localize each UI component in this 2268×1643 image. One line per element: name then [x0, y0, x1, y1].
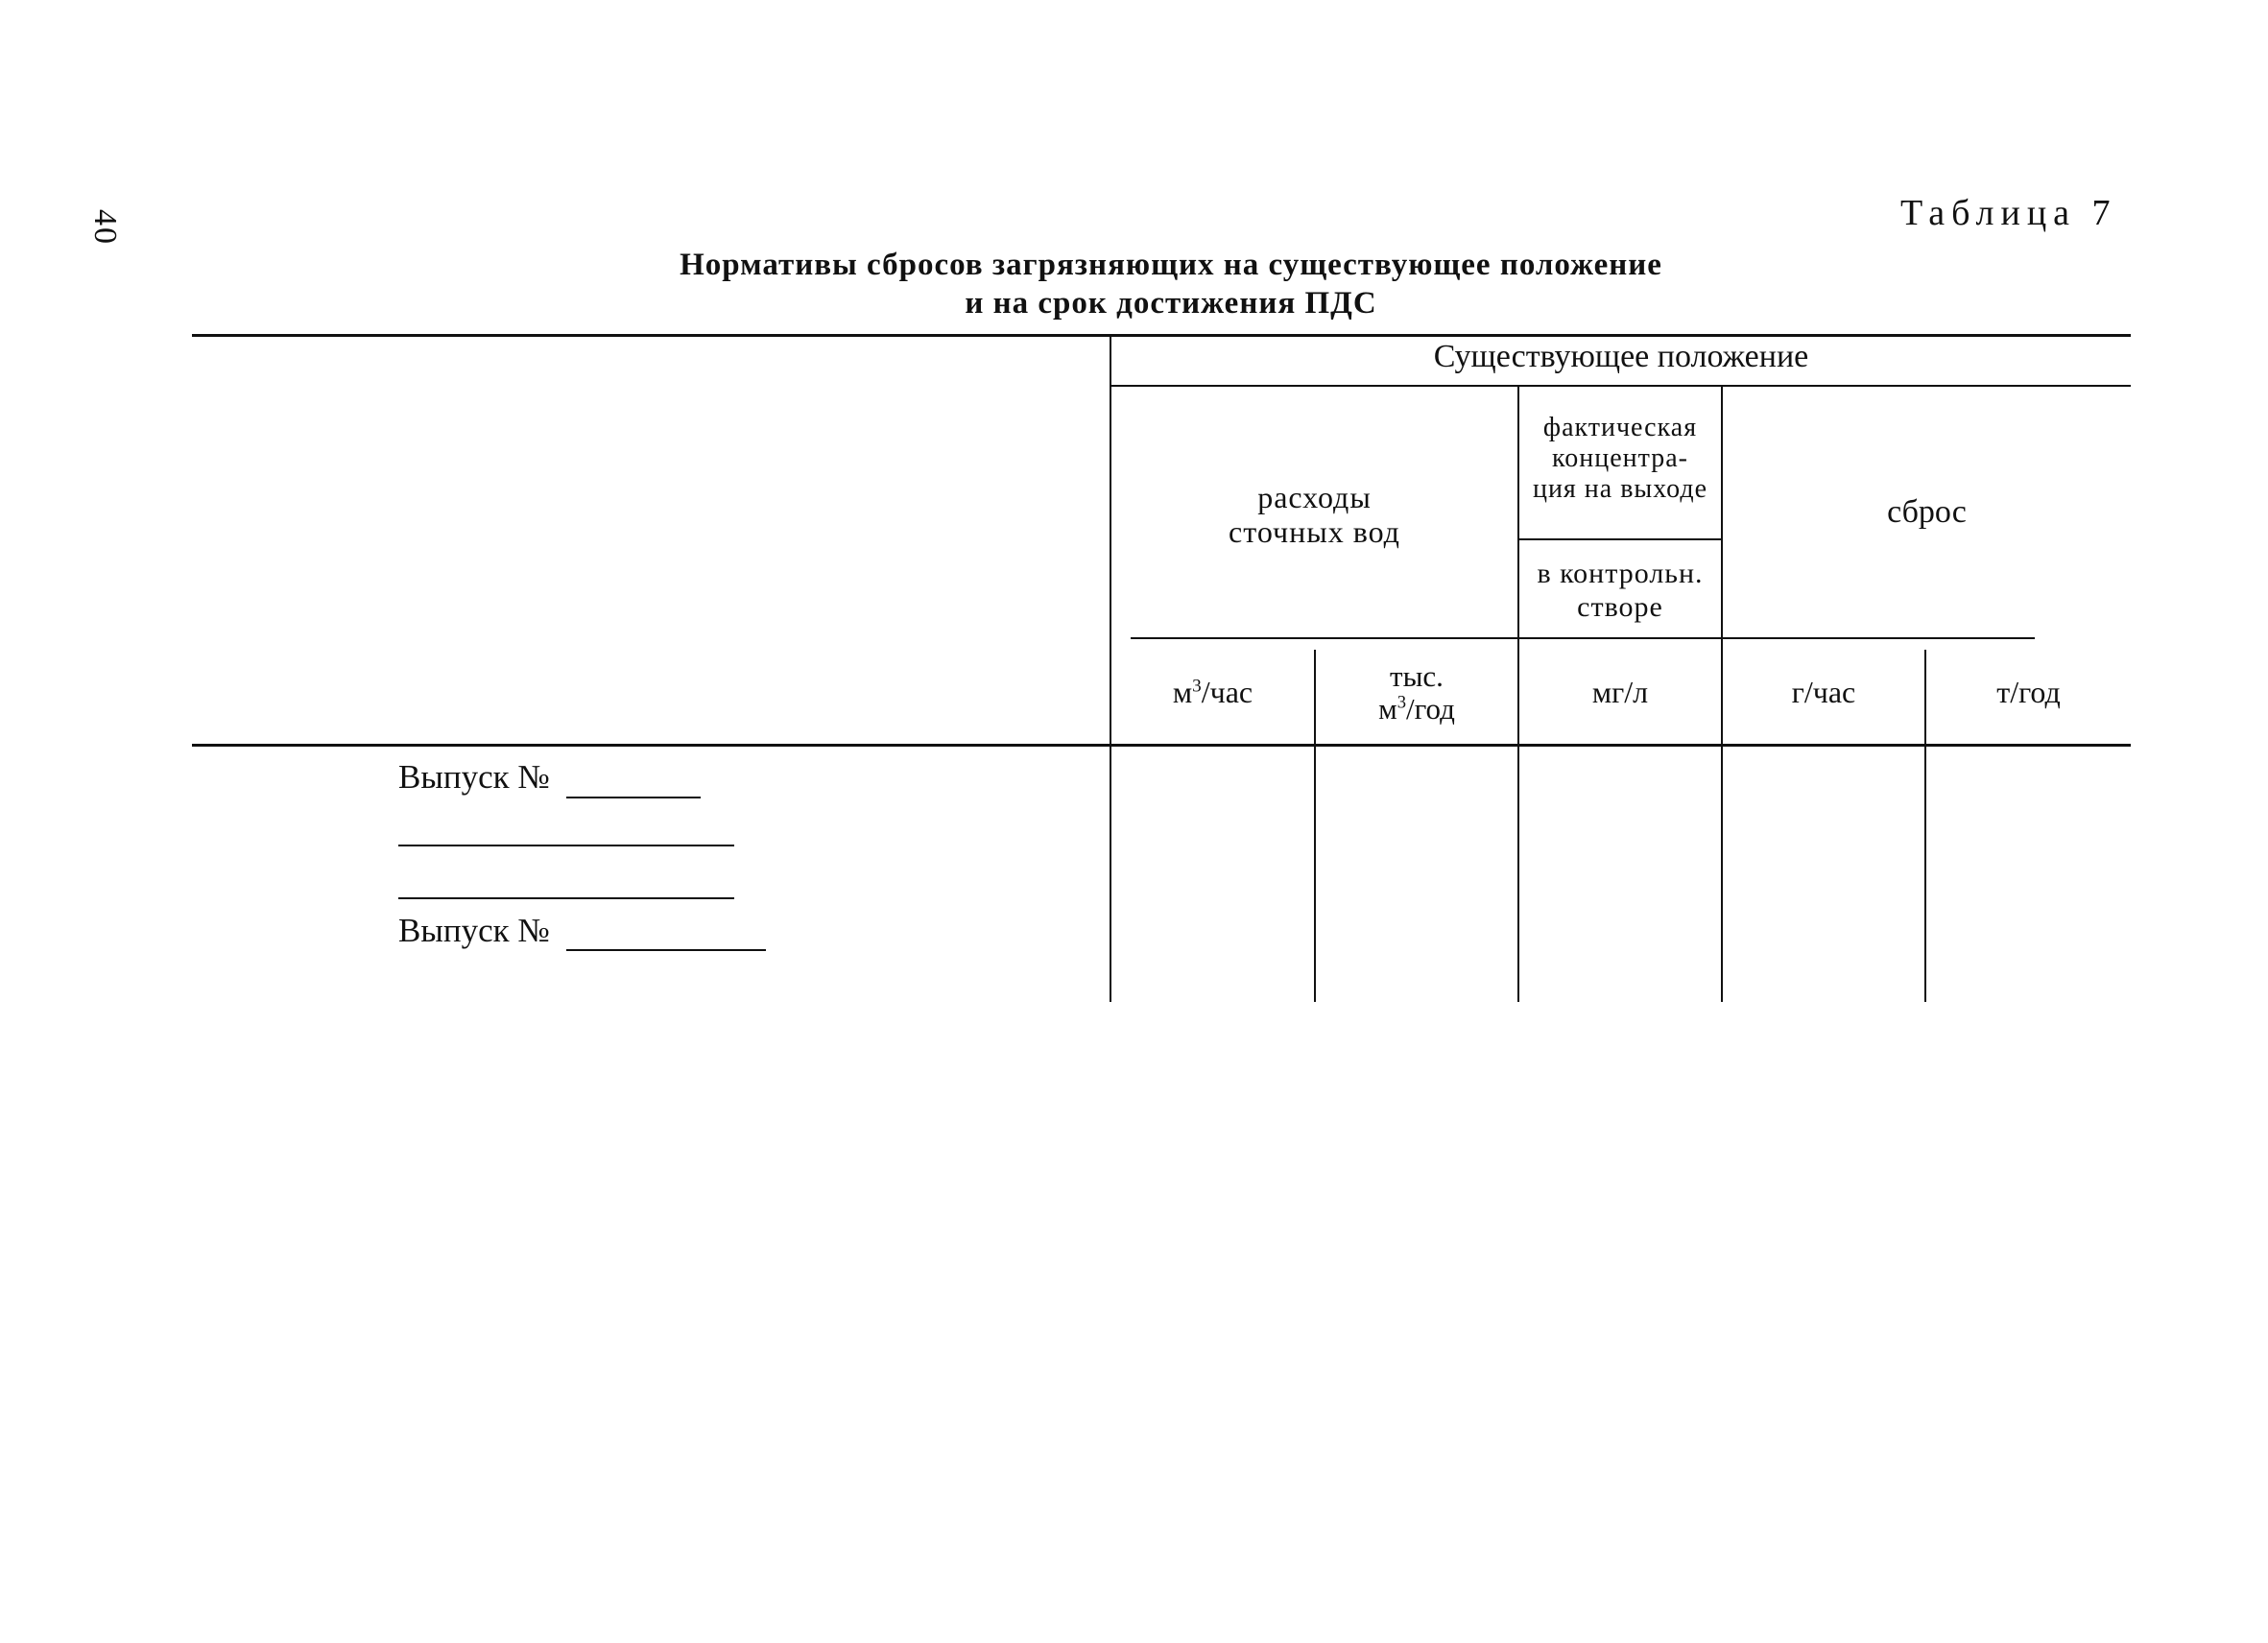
blank-line-1: [398, 845, 734, 846]
group-header-existing: Существующее положение: [1433, 339, 1809, 374]
concentration-split-rule: [1518, 538, 1723, 540]
flow-header: [1111, 480, 1517, 549]
outlet-1-number-blank: [566, 797, 701, 798]
concentration-outlet-header: [1519, 413, 1721, 505]
unit-t-per-year: т/год: [1996, 675, 2061, 709]
table-label: Таблица 7: [1900, 193, 2117, 233]
conc-top-line-2: концентра-: [1552, 443, 1688, 473]
page-number: 40: [87, 209, 123, 246]
units-header-rule: [1131, 637, 2035, 639]
table-title-line-1: Нормативы сбросов загрязняющих на существующее положение: [680, 248, 1662, 282]
outlet-2-number-blank: [566, 949, 766, 951]
flow-header-line-1: расходы: [1257, 480, 1372, 514]
group-header-rule: [1110, 385, 2131, 387]
blank-line-2: [398, 897, 734, 899]
concentration-control-header: [1519, 557, 1721, 624]
header-bottom-rule: [192, 744, 2131, 747]
unit-thousand-m3-per-year: тыс. $м^3$/год: [1378, 659, 1455, 726]
conc-top-line-3: ция на выходе: [1532, 474, 1708, 504]
row-label-outlet-2: Выпуск №: [398, 912, 550, 949]
row-label-outlet-1: Выпуск №: [398, 758, 550, 796]
conc-top-line-1: фактическая: [1542, 413, 1698, 442]
table-top-rule: [192, 334, 2131, 337]
flow-header-line-2: сточных вод: [1229, 514, 1400, 549]
unit-m3-per-hour: $м^3$/час: [1172, 675, 1253, 709]
unit-mg-per-l: мг/л: [1591, 675, 1649, 709]
stub-column-divider: [1110, 334, 1111, 1002]
conc-bottom-line-2: створе: [1577, 591, 1663, 623]
conc-bottom-line-1: в контрольн.: [1537, 558, 1704, 589]
table-title-line-2: и на срок достижения ПДС: [965, 286, 1377, 321]
discharge-header: сброс: [1887, 494, 1967, 530]
unit-g-per-hour: г/час: [1791, 675, 1856, 709]
